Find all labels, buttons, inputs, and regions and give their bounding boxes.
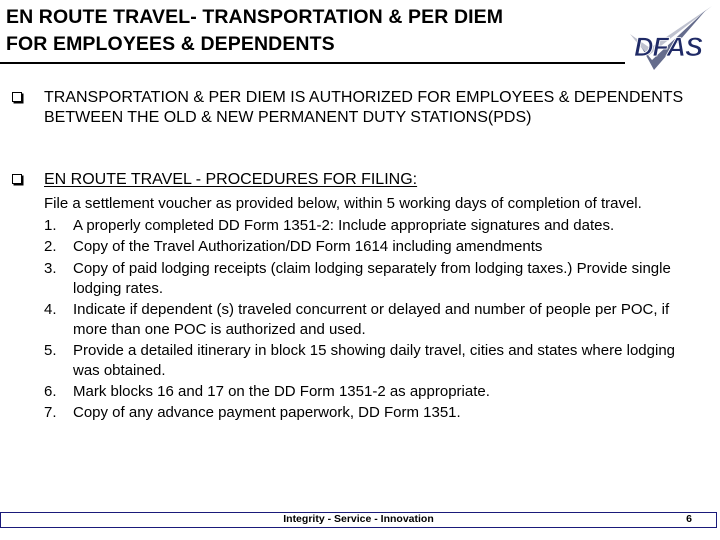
step-text: Indicate if dependent (s) traveled concurrent or delayed and number of people per POC, if more than one POC is authorized and used. [73, 300, 670, 338]
list-item [44, 258, 704, 299]
title-divider [0, 62, 625, 64]
procedures-steps [44, 215, 704, 424]
procedures-intro: File a settlement voucher as provided below, within 5 working days of completion of travel. [44, 195, 642, 212]
bullet-authorization-text: TRANSPORTATION & PER DIEM IS AUTHORIZED FOR EMPLOYEES & DEPENDENTS BETWEEN THE OLD & NEW PERMANENT DUTY STATIONS(PDS) [44, 89, 684, 126]
step-number: 6. [44, 382, 57, 400]
page-number: 6 [686, 513, 692, 525]
step-text: Provide a detailed itinerary in block 15 showing daily travel, cities and states where lodging was obtained. [73, 341, 675, 379]
list-item [44, 299, 704, 340]
procedures-body [44, 193, 704, 424]
list-item [44, 215, 704, 237]
step-number: 3. [44, 259, 57, 277]
list-item [44, 381, 704, 403]
list-item [44, 402, 704, 424]
bullet-procedures-heading: EN ROUTE TRAVEL - PROCEDURES FOR FILING: [44, 171, 418, 188]
list-item [44, 236, 704, 258]
step-text: Mark blocks 16 and 17 on the DD Form 1351-2 as appropriate. [73, 382, 490, 400]
checkbox-bullet-icon [12, 174, 22, 184]
list-item [44, 340, 704, 381]
step-text: Copy of the Travel Authorization/DD Form 1614 including amendments [73, 238, 543, 256]
step-number: 2. [44, 238, 57, 256]
slide-title-line-1: EN ROUTE TRAVEL- TRANSPORTATION & PER DIEM [6, 6, 504, 28]
step-number: 4. [44, 300, 57, 318]
dfas-logo-text: DFAS [634, 32, 703, 62]
step-number: 5. [44, 341, 57, 359]
step-number: 7. [44, 404, 57, 422]
footer-motto: Integrity - Service - Innovation [283, 513, 434, 525]
slide-title [6, 4, 626, 58]
footer-bar [0, 512, 717, 528]
dfas-logo [628, 4, 714, 74]
slide-title-line-2: FOR EMPLOYEES & DEPENDENTS [6, 33, 335, 55]
checkbox-bullet-icon [12, 92, 22, 102]
step-text: A properly completed DD Form 1351-2: Include appropriate signatures and dates. [73, 216, 615, 234]
step-number: 1. [44, 216, 57, 234]
step-text: Copy of paid lodging receipts (claim lodging separately from lodging taxes.) Provide single lodging rates. [73, 259, 671, 297]
step-text: Copy of any advance payment paperwork, DD Form 1351. [73, 404, 461, 422]
